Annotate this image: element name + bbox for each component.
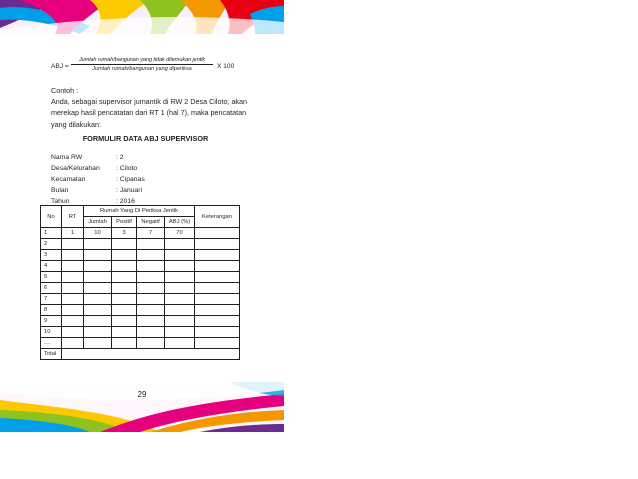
cell-keterangan [195,294,240,305]
cell-keterangan [195,261,240,272]
info-row-kecamatan [51,174,145,185]
cell-negatif [137,305,165,316]
cell-rt [62,283,84,294]
table-row [41,338,240,349]
info-label: Kecamatan [51,176,86,183]
cell-positif [112,239,137,250]
cell-abj [165,294,195,305]
cell-negatif [137,283,165,294]
cell-positif [112,316,137,327]
cell-abj [165,272,195,283]
cell-jumlah [84,283,112,294]
table-row [41,250,240,261]
cell-rt [62,239,84,250]
info-label: Tahun [51,198,70,205]
cell-abj [165,250,195,261]
cell-abj [165,338,195,349]
cell-abj: 70 [165,228,195,239]
table-body [41,228,240,349]
formula-lhs: ABJ = [51,63,69,70]
info-label: Bulan [51,187,69,194]
form-title: FORMULIR DATA ABJ SUPERVISOR [82,134,209,143]
cell-rt: 1 [62,228,84,239]
formula-fraction [71,57,213,72]
info-value: : 2 [116,154,124,161]
cell-keterangan [195,239,240,250]
cell-keterangan [195,283,240,294]
header-jumlah: Jumlah [84,217,112,228]
cell-keterangan [195,305,240,316]
cell-no: 5 [41,272,62,283]
cell-positif: 3 [112,228,137,239]
cell-rt [62,272,84,283]
example-heading: Contoh : [51,86,79,95]
cell-positif [112,294,137,305]
formula-rhs: X 100 [217,63,235,70]
info-row-bulan [51,185,145,196]
cell-jumlah [84,316,112,327]
table-row [41,239,240,250]
cell-positif [112,327,137,338]
info-value: : Ciloto [116,165,138,172]
table-row [41,261,240,272]
cell-no: .... [41,338,62,349]
abj-data-table [40,205,240,360]
cell-rt [62,338,84,349]
info-value: : 2016 [116,198,135,205]
header-positif: Positif [112,217,137,228]
header-rt: RT [62,206,84,228]
cell-no: 9 [41,316,62,327]
cell-rt [62,261,84,272]
cell-jumlah [84,239,112,250]
cell-rt [62,327,84,338]
cell-abj [165,261,195,272]
table-row [41,272,240,283]
info-label: Nama RW [51,154,83,161]
cell-negatif [137,327,165,338]
formula-denominator: Jumlah rumah/bangunan yang diperiksa [92,66,192,72]
cell-positif [112,250,137,261]
cell-no: 6 [41,283,62,294]
cell-keterangan [195,250,240,261]
formula-numerator: Jumlah rumah/bangunan yang tidak ditemukan jentik [78,57,205,63]
table-total-row [41,349,240,360]
cell-keterangan [195,272,240,283]
header-abj: ABJ (%) [165,217,195,228]
table-row [41,305,240,316]
cell-no: 8 [41,305,62,316]
info-value: : Januari [116,187,143,194]
header-keterangan: Keterangan [195,206,240,228]
cell-negatif [137,338,165,349]
cell-no: 10 [41,327,62,338]
header-no: No [41,206,62,228]
cell-jumlah [84,327,112,338]
info-label: Desa/Kelurahan [51,165,100,172]
table-row [41,327,240,338]
cell-negatif [137,316,165,327]
cell-abj [165,305,195,316]
header-group: Rumah Yang Di Periksa Jentik [84,206,195,217]
document-page [0,0,284,432]
cell-jumlah [84,338,112,349]
cell-negatif: 7 [137,228,165,239]
cell-negatif [137,250,165,261]
cell-negatif [137,239,165,250]
fraction-bar [71,64,213,65]
cell-negatif [137,261,165,272]
cell-jumlah [84,294,112,305]
info-row-rw [51,152,145,163]
cell-keterangan [195,327,240,338]
info-value: : Cipanas [116,176,145,183]
cell-positif [112,283,137,294]
cell-jumlah: 10 [84,228,112,239]
form-info [51,152,145,207]
cell-rt [62,316,84,327]
cell-keterangan [195,338,240,349]
total-label: Total [41,349,62,360]
cell-rt [62,294,84,305]
total-cell [62,349,240,360]
cell-no: 2 [41,239,62,250]
cell-rt [62,305,84,316]
decorative-banner-top [0,0,284,34]
cell-positif [112,305,137,316]
table-row [41,294,240,305]
page-number: 29 [137,390,147,399]
cell-no: 7 [41,294,62,305]
cell-jumlah [84,272,112,283]
table-row [41,283,240,294]
cell-abj [165,316,195,327]
cell-no: 4 [41,261,62,272]
cell-keterangan [195,228,240,239]
cell-negatif [137,272,165,283]
header-negatif: Negatif [137,217,165,228]
example-text: Anda, sebagai supervisor jumantik di RW 2 Desa Ciloto, akan merekap hasil pencatatan dari RT 1 (hal 7), maka pencatatan yang dilakukan: [51,97,248,129]
cell-jumlah [84,250,112,261]
cell-abj [165,239,195,250]
cell-jumlah [84,261,112,272]
cell-positif [112,272,137,283]
cell-positif [112,338,137,349]
cell-abj [165,283,195,294]
table-row [41,316,240,327]
cell-no: 1 [41,228,62,239]
cell-no: 3 [41,250,62,261]
cell-rt [62,250,84,261]
cell-jumlah [84,305,112,316]
example-paragraph [51,85,251,130]
cell-abj [165,327,195,338]
cell-keterangan [195,316,240,327]
cell-negatif [137,294,165,305]
cell-positif [112,261,137,272]
table-row [41,228,240,239]
info-row-desa [51,163,145,174]
